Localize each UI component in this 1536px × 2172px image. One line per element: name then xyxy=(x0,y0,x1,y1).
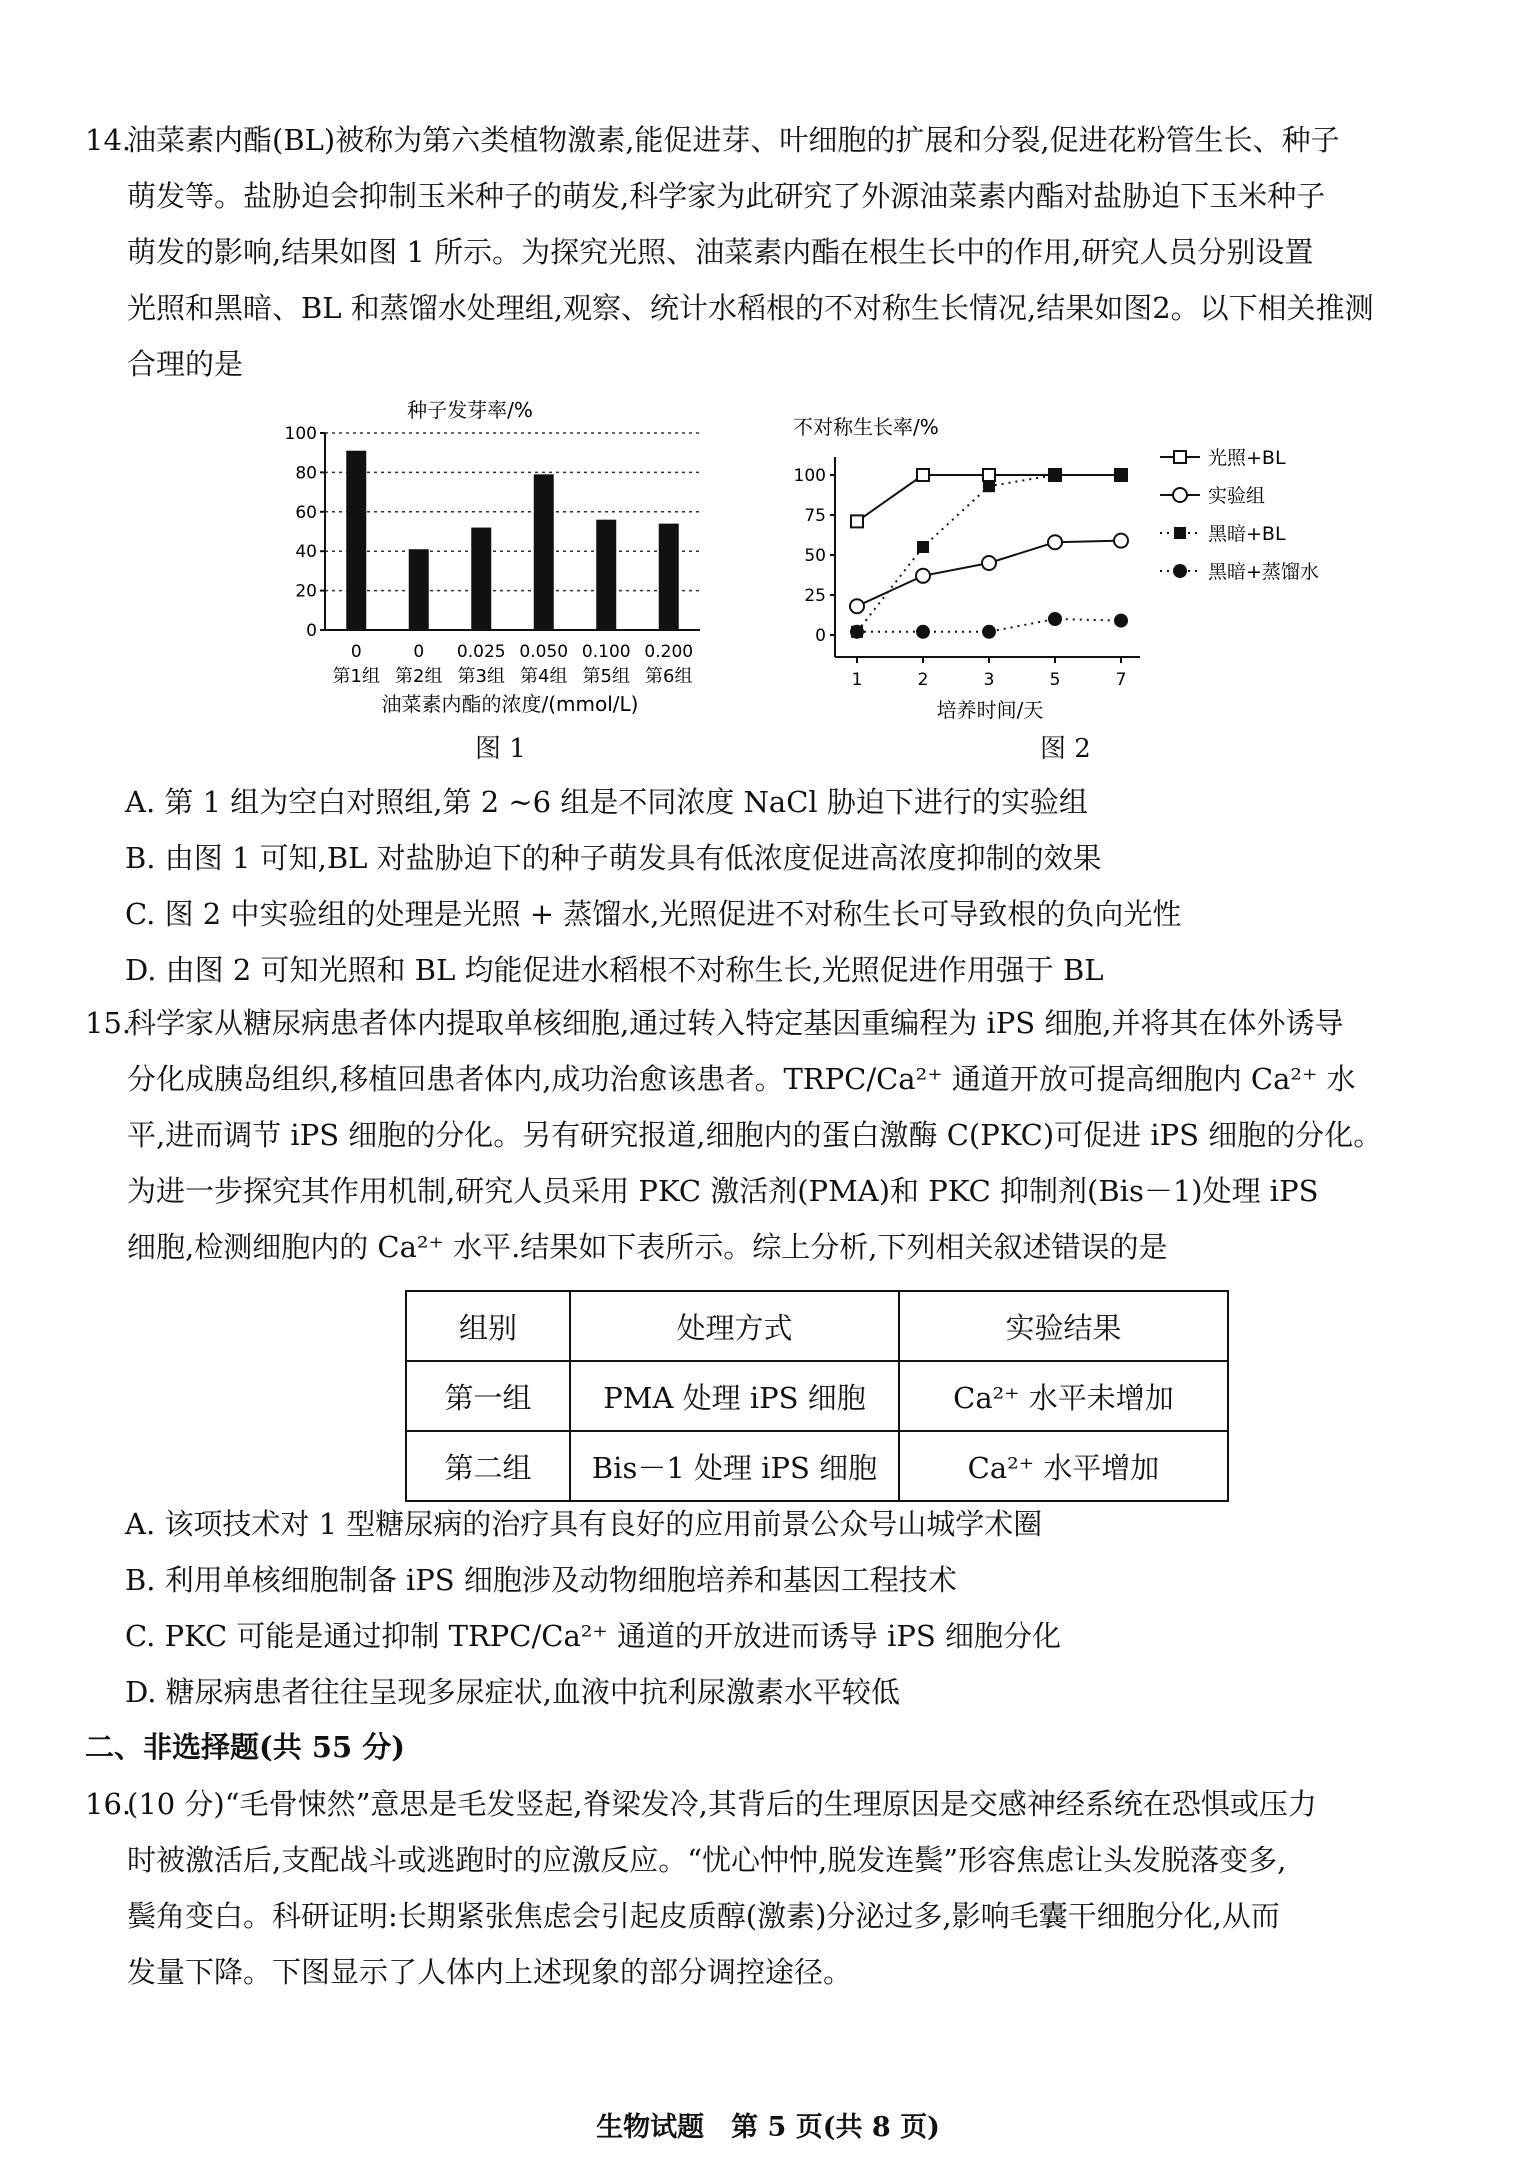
category-label: 第3组 xyxy=(457,666,505,687)
option-d: D. 由图 2 可知光照和 BL 均能促进水稻根不对称生长,光照促进作用强于 BL xyxy=(125,953,1104,987)
data-point xyxy=(1173,488,1187,502)
x-tick-label: 0 xyxy=(350,642,362,662)
page-footer: 生物试题 第 5 页(共 8 页) xyxy=(596,2112,940,2143)
category-label: 第1组 xyxy=(332,666,380,687)
data-point xyxy=(917,541,929,553)
series-lines xyxy=(850,469,1128,639)
legend-item xyxy=(1160,447,1286,469)
y-tick-label: 75 xyxy=(804,506,826,526)
option-c: C. 图 2 中实验组的处理是光照 + 蒸馏水,光照促进不对称生长可导致根的负向光性 xyxy=(125,897,1182,931)
y-ticks xyxy=(794,466,835,646)
data-point xyxy=(1114,534,1128,548)
x-tick-label: 0.025 xyxy=(456,642,506,662)
table-row xyxy=(406,1361,1228,1431)
section-heading: 二、非选择题(共 55 分) xyxy=(85,1730,405,1764)
x-tick-label: 2 xyxy=(917,670,929,690)
x-tick-labels xyxy=(333,642,694,687)
data-point xyxy=(983,469,995,481)
figure-1-bar-chart xyxy=(284,395,715,735)
data-point xyxy=(916,569,930,583)
data-point xyxy=(1115,469,1127,481)
gridlines xyxy=(325,433,700,591)
figure-2-caption: 图 2 xyxy=(1040,734,1091,764)
x-tick-label: 0.050 xyxy=(519,642,569,662)
y-axis-title: 种子发芽率/% xyxy=(407,398,533,422)
data-point xyxy=(983,480,995,492)
question-number: 15. xyxy=(85,1006,132,1040)
option-b: B. 由图 1 可知,BL 对盐胁迫下的种子萌发具有低浓度促进高浓度抑制的效果 xyxy=(125,841,1102,875)
data-point xyxy=(1048,535,1062,549)
question-line: 发量下降。下图显示了人体内上述现象的部分调控途径。 xyxy=(127,1955,853,1989)
table-header: 实验结果 xyxy=(899,1291,1228,1361)
question-number: 14. xyxy=(85,123,132,157)
table-cell: 第一组 xyxy=(406,1361,570,1431)
y-ticks xyxy=(285,424,325,641)
bar xyxy=(346,451,366,630)
legend xyxy=(1160,447,1319,583)
data-point xyxy=(917,469,929,481)
table-cell: Ca²⁺ 水平增加 xyxy=(899,1431,1228,1501)
question-line: 合理的是 xyxy=(127,347,244,381)
legend-item xyxy=(1160,523,1286,545)
data-point xyxy=(1174,451,1186,463)
x-tick-label: 7 xyxy=(1115,670,1127,690)
legend-label: 光照+BL xyxy=(1208,447,1286,469)
x-tick-label: 5 xyxy=(1049,670,1061,690)
option-a: A. 第 1 组为空白对照组,第 2 ~6 组是不同浓度 NaCl 胁迫下进行的实验组 xyxy=(125,785,1088,819)
series-line xyxy=(857,541,1121,607)
series-line xyxy=(857,475,1121,632)
y-tick-label: 60 xyxy=(295,502,317,523)
bar xyxy=(471,528,491,630)
option-a: A. 该项技术对 1 型糖尿病的治疗具有良好的应用前景公众号山城学术圈 xyxy=(125,1507,1043,1541)
series xyxy=(851,469,1127,638)
question-line: 分化成胰岛组织,移植回患者体内,成功治愈该患者。TRPC/Ca²⁺ 通道开放可提高细胞内 Ca²⁺ 水 xyxy=(127,1062,1356,1096)
question-line: 萌发等。盐胁迫会抑制玉米种子的萌发,科学家为此研究了外源油菜素内酯对盐胁迫下玉米种子 xyxy=(127,179,1326,213)
legend-item xyxy=(1160,561,1319,583)
question-line: 鬓角变白。科研证明:长期紧张焦虑会引起皮质醇(激素)分泌过多,影响毛囊干细胞分化,从而 xyxy=(127,1899,1280,1933)
category-label: 第2组 xyxy=(395,666,443,687)
x-tick-label: 0.200 xyxy=(644,642,694,662)
data-point xyxy=(982,556,996,570)
y-tick-label: 50 xyxy=(804,546,826,566)
results-table xyxy=(405,1290,1229,1502)
x-tick-label: 0.100 xyxy=(581,642,631,662)
data-point xyxy=(1048,612,1062,626)
data-point xyxy=(850,625,864,639)
data-point xyxy=(850,599,864,613)
category-label: 第6组 xyxy=(645,666,693,687)
data-point xyxy=(1173,564,1187,578)
figure-1-caption: 图 1 xyxy=(475,734,526,764)
option-b: B. 利用单核细胞制备 iPS 细胞涉及动物细胞培养和基因工程技术 xyxy=(125,1563,957,1597)
legend-label: 黑暗+BL xyxy=(1208,523,1286,545)
question-line: 科学家从糖尿病患者体内提取单核细胞,通过转入特定基因重编程为 iPS 细胞,并将其在体外诱导 xyxy=(127,1006,1344,1040)
bar xyxy=(534,474,554,630)
table-cell: Ca²⁺ 水平未增加 xyxy=(899,1361,1228,1431)
data-point xyxy=(1114,614,1128,628)
question-line: 细胞,检测细胞内的 Ca²⁺ 水平.结果如下表所示。综上分析,下列相关叙述错误的是 xyxy=(127,1230,1168,1264)
y-tick-label: 100 xyxy=(793,466,826,486)
table-cell: PMA 处理 iPS 细胞 xyxy=(570,1361,899,1431)
bars xyxy=(346,451,679,630)
x-tick-label: 1 xyxy=(851,670,863,690)
y-tick-label: 0 xyxy=(306,621,317,641)
y-tick-label: 80 xyxy=(295,463,317,484)
bar xyxy=(659,524,679,630)
legend-item xyxy=(1160,485,1265,507)
y-tick-label: 25 xyxy=(804,586,826,606)
figure-2-line-chart xyxy=(790,412,1350,732)
data-point xyxy=(916,625,930,639)
category-label: 第5组 xyxy=(582,666,630,687)
question-16 xyxy=(85,1776,1495,2000)
category-label: 第4组 xyxy=(520,666,568,687)
series xyxy=(851,469,1127,527)
legend-label: 黑暗+蒸馏水 xyxy=(1208,561,1319,583)
question-line: 平,进而调节 iPS 细胞的分化。另有研究报道,细胞内的蛋白激酶 C(PKC)可促进 iPS 细胞的分化。 xyxy=(127,1118,1383,1152)
data-point xyxy=(1174,527,1186,539)
table-header-row xyxy=(406,1291,1228,1361)
series xyxy=(850,612,1128,639)
data-point xyxy=(982,625,996,639)
x-axis-title: 培养时间/天 xyxy=(936,698,1044,722)
table-header: 处理方式 xyxy=(570,1291,899,1361)
table-cell: 第二组 xyxy=(406,1431,570,1501)
y-tick-label: 40 xyxy=(295,542,317,563)
table-row xyxy=(406,1431,1228,1501)
x-tick-label: 0 xyxy=(413,642,425,662)
legend-label: 实验组 xyxy=(1208,485,1266,507)
series xyxy=(850,534,1128,614)
question-line: 为进一步探究其作用机制,研究人员采用 PKC 激活剂(PMA)和 PKC 抑制剂(Bis－1)处理 iPS xyxy=(127,1174,1319,1208)
question-line: (10 分)“毛骨悚然”意思是毛发竖起,脊梁发冷,其背后的生理原因是交感神经系统在恐惧或压力 xyxy=(127,1787,1317,1821)
bar xyxy=(409,549,429,630)
option-d: D. 糖尿病患者往往呈现多尿症状,血液中抗利尿激素水平较低 xyxy=(125,1675,900,1709)
bar xyxy=(596,520,616,630)
x-axis-title: 油菜素内酯的浓度/(mmol/L) xyxy=(381,692,639,716)
question-15 xyxy=(85,995,1495,1275)
x-tick-label: 3 xyxy=(983,670,995,690)
y-tick-label: 20 xyxy=(295,581,317,602)
y-tick-label: 0 xyxy=(815,626,826,646)
table-cell: Bis－1 处理 iPS 细胞 xyxy=(570,1431,899,1501)
data-point xyxy=(1049,469,1061,481)
x-ticks xyxy=(852,657,1127,690)
question-14 xyxy=(85,112,1495,392)
question-line: 光照和黑暗、BL 和蒸馏水处理组,观察、统计水稻根的不对称生长情况,结果如图2。以下相关推测 xyxy=(127,291,1374,325)
option-c: C. PKC 可能是通过抑制 TRPC/Ca²⁺ 通道的开放进而诱导 iPS 细胞分化 xyxy=(125,1619,1061,1653)
question-number: 16. xyxy=(85,1787,132,1821)
y-axis-title: 不对称生长率/% xyxy=(793,415,939,439)
question-line: 时被激活后,支配战斗或逃跑时的应激反应。“忧心忡忡,脱发连鬓”形容焦虑让头发脱落变多, xyxy=(127,1843,1287,1877)
question-line: 油菜素内酯(BL)被称为第六类植物激素,能促进芽、叶细胞的扩展和分裂,促进花粉管生长、种子 xyxy=(127,123,1340,157)
question-line: 萌发的影响,结果如图 1 所示。为探究光照、油菜素内酯在根生长中的作用,研究人员分别设置 xyxy=(127,235,1314,269)
y-tick-label: 100 xyxy=(284,424,317,444)
data-point xyxy=(851,515,863,527)
table-header: 组别 xyxy=(406,1291,570,1361)
